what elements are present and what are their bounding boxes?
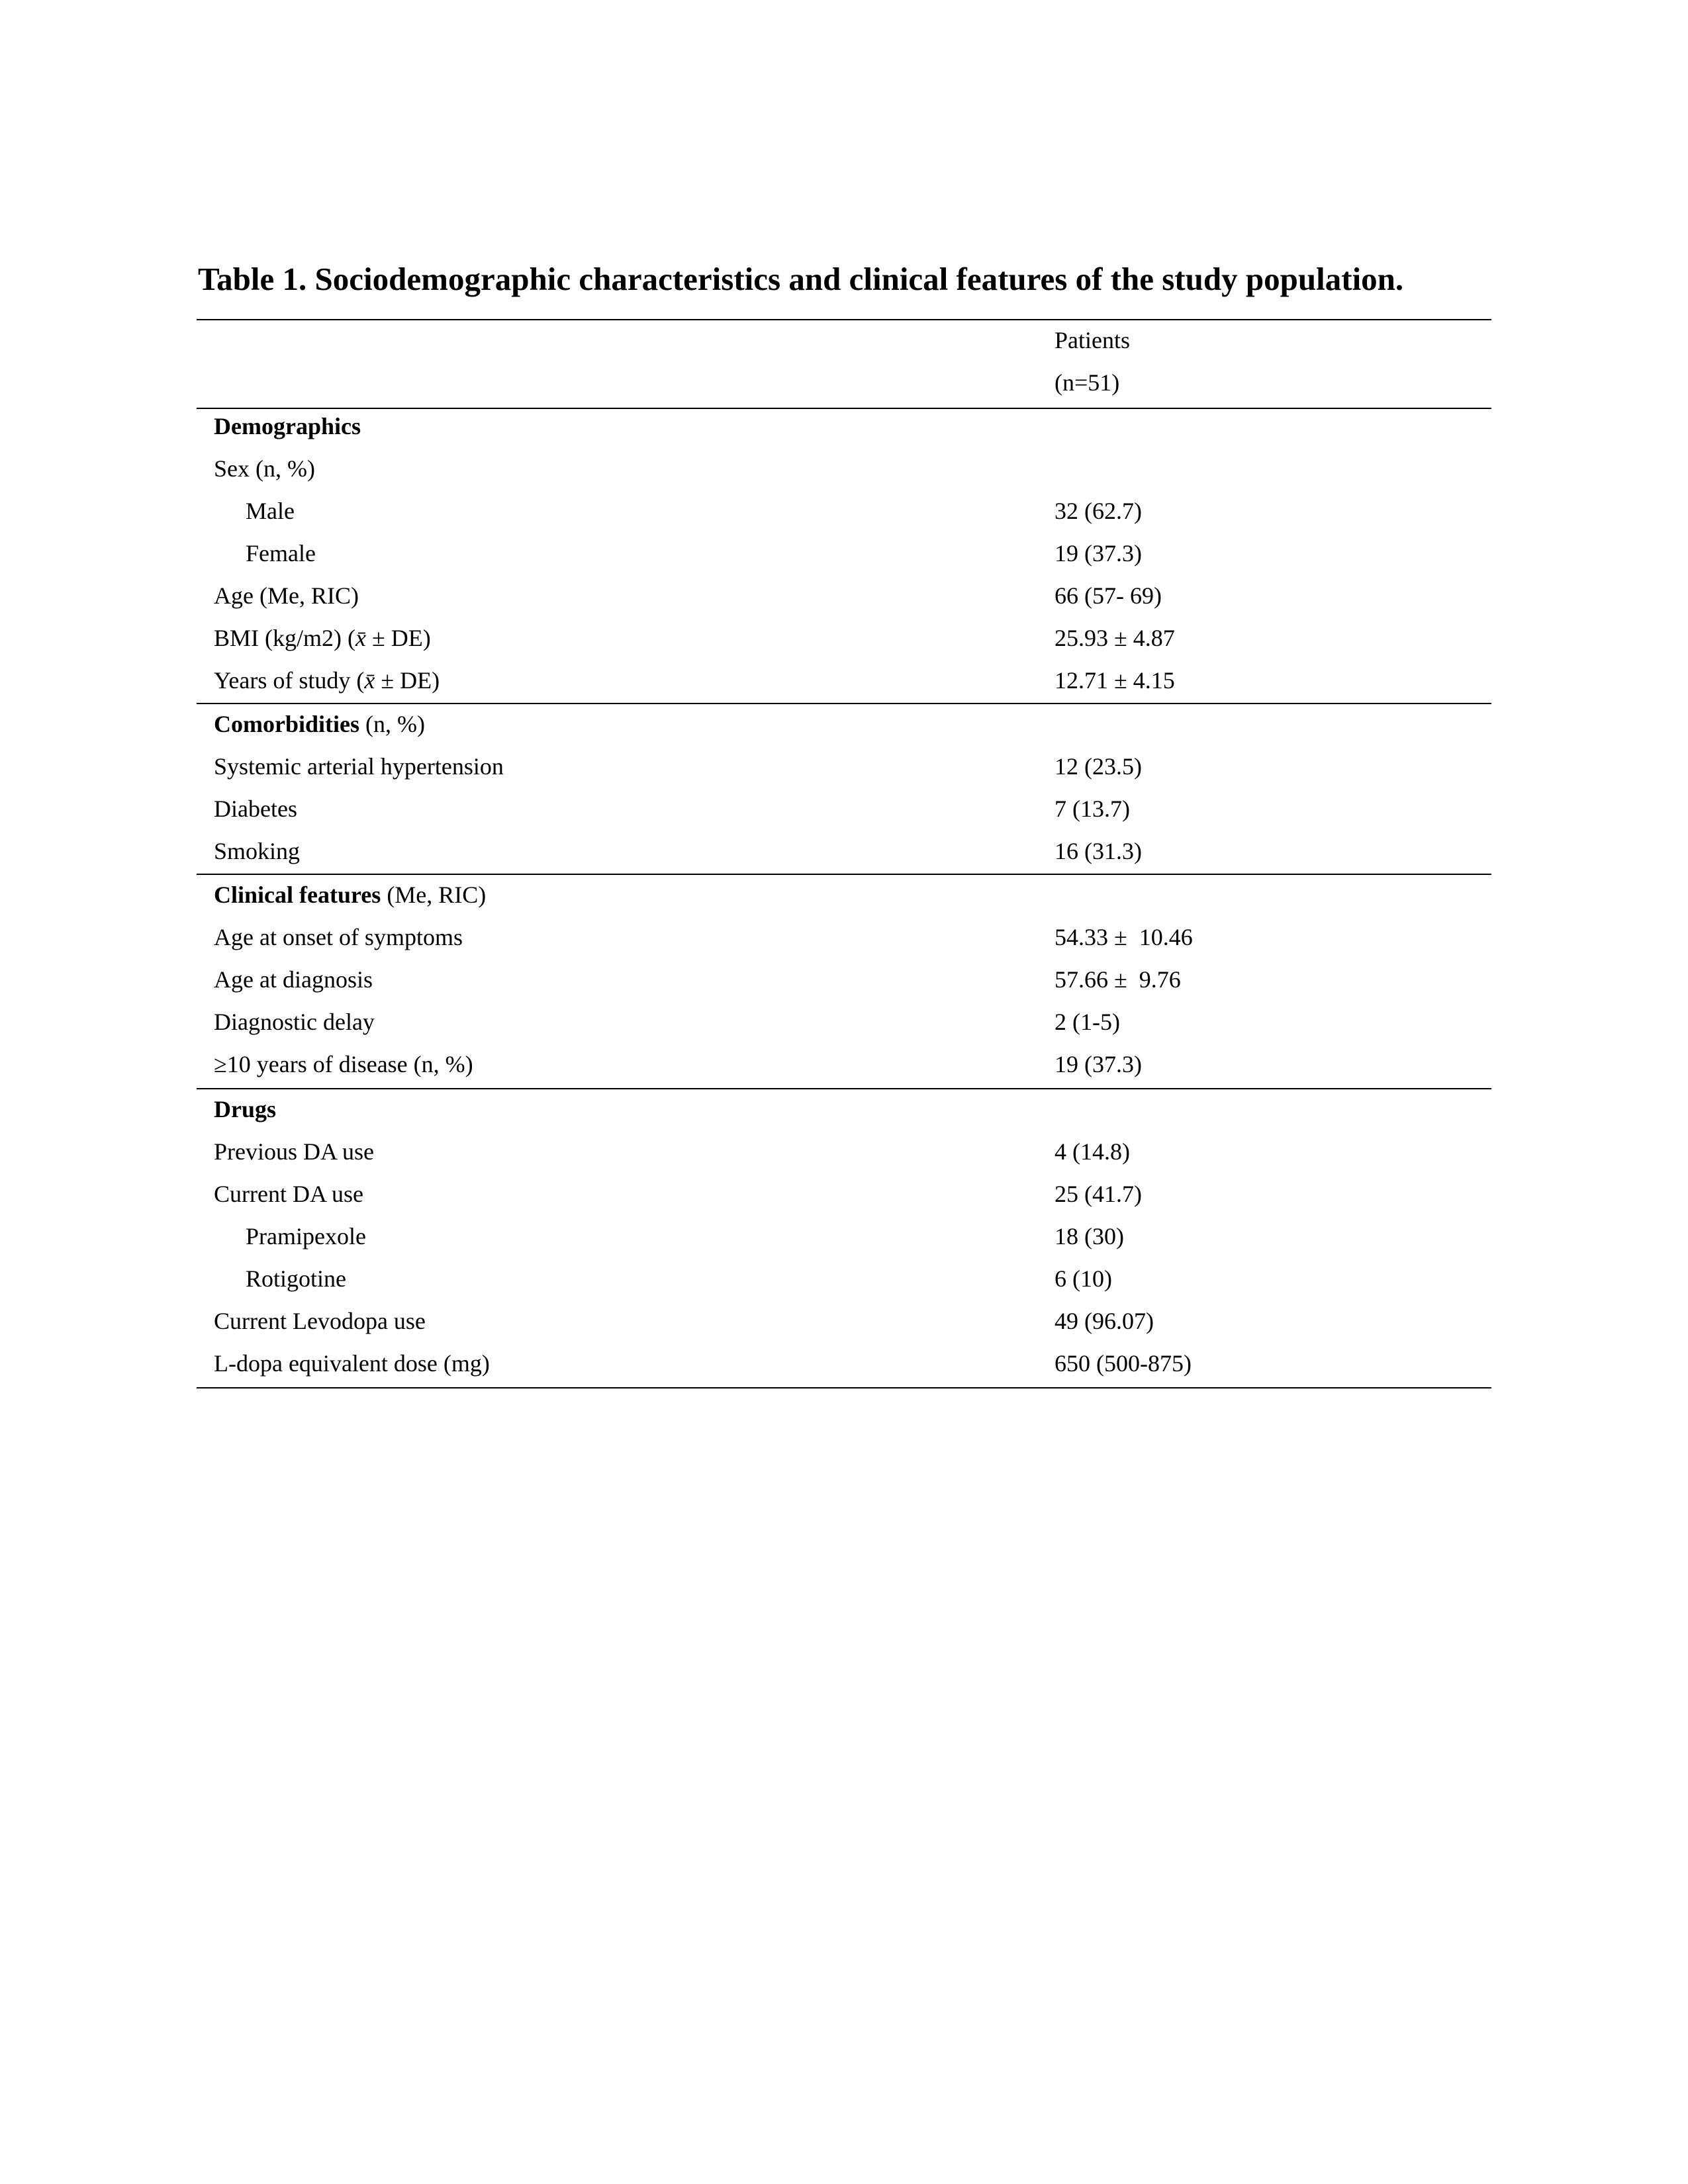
row-label: Female [246,540,316,567]
row-label: Smoking [214,838,301,864]
row-value: 57.66 ± 9.76 [1055,966,1181,993]
section-demographics [197,405,1491,447]
row-label: Diagnostic delay [214,1009,375,1035]
column-header-patients: Patients [1055,327,1130,353]
row-label: Previous DA use [214,1138,374,1165]
row-value: 4 (14.8) [1055,1138,1130,1165]
table-row-rotigotine [197,1257,1491,1300]
table-row-previous-da [197,1130,1491,1173]
row-label: Current Levodopa use [214,1308,426,1334]
table-row-age-onset [197,916,1491,958]
row-label: Male [246,498,295,524]
row-value: 2 (1-5) [1055,1009,1120,1035]
row-label: Pramipexole [246,1223,366,1250]
row-value: 25.93 ± 4.87 [1055,625,1175,651]
section-drugs [197,1088,1491,1130]
header-row-1 [197,319,1491,361]
table-row-age [197,574,1491,617]
row-value: 18 (30) [1055,1223,1124,1250]
row-label: Age at onset of symptoms [214,924,463,950]
section-title-demographics: Demographics [214,413,361,439]
row-label: ≥10 years of disease (n, %) [214,1051,473,1077]
table-row-hypertension [197,745,1491,788]
row-value: 49 (96.07) [1055,1308,1154,1334]
table-row-female [197,532,1491,574]
row-label: Rotigotine [246,1265,346,1292]
row-value: 6 (10) [1055,1265,1112,1292]
table-row-bmi [197,617,1491,659]
mean-symbol: x̄ [355,625,366,651]
table-row-diabetes [197,788,1491,830]
row-value: 650 (500-875) [1055,1350,1192,1377]
table-row-ten-years-disease [197,1043,1491,1085]
section-title-drugs: Drugs [214,1096,277,1122]
column-header-n: (n=51) [1055,369,1120,396]
table-caption: Table 1. Sociodemographic characteristics and clinical features of the study population. [198,261,1404,297]
row-label: BMI (kg/m2) (x̄ ± DE) [214,625,431,651]
row-value: 7 (13.7) [1055,796,1130,822]
row-label: Diabetes [214,796,297,822]
table-row-pramipexole [197,1215,1491,1257]
table-row-ldopa-dose [197,1342,1491,1385]
row-value: 12.71 ± 4.15 [1055,667,1175,694]
table-row-diagnostic-delay [197,1001,1491,1043]
table-row-sex [197,447,1491,490]
row-value: 19 (37.3) [1055,1051,1142,1077]
table-row-male [197,490,1491,532]
row-label: Age at diagnosis [214,966,373,993]
table-row-smoking [197,830,1491,872]
section-clinical-features [197,874,1491,916]
mean-symbol: x̄ [364,667,375,694]
header-row-2 [197,361,1491,404]
row-label: Systemic arterial hypertension [214,753,504,780]
table-row-age-diagnosis [197,958,1491,1001]
table-row-levodopa [197,1300,1491,1342]
row-value: 25 (41.7) [1055,1181,1142,1207]
row-value: 66 (57- 69) [1055,582,1162,609]
row-value: 32 (62.7) [1055,498,1142,524]
table-row-current-da [197,1173,1491,1215]
row-label: Current DA use [214,1181,363,1207]
row-label: L-dopa equivalent dose (mg) [214,1350,490,1377]
row-value: 54.33 ± 10.46 [1055,924,1193,950]
row-label: Years of study (x̄ ± DE) [214,667,440,694]
section-comorbidities [197,703,1491,745]
row-label: Age (Me, RIC) [214,582,359,609]
row-value: 12 (23.5) [1055,753,1142,780]
section-title-clinical-features: Clinical features (Me, RIC) [214,882,487,908]
table-bottom-rule [197,1387,1491,1388]
section-title-comorbidities: Comorbidities (n, %) [214,711,425,737]
row-value: 19 (37.3) [1055,540,1142,567]
table-row-years-of-study [197,659,1491,702]
row-value: 16 (31.3) [1055,838,1142,864]
row-label: Sex (n, %) [214,455,315,482]
